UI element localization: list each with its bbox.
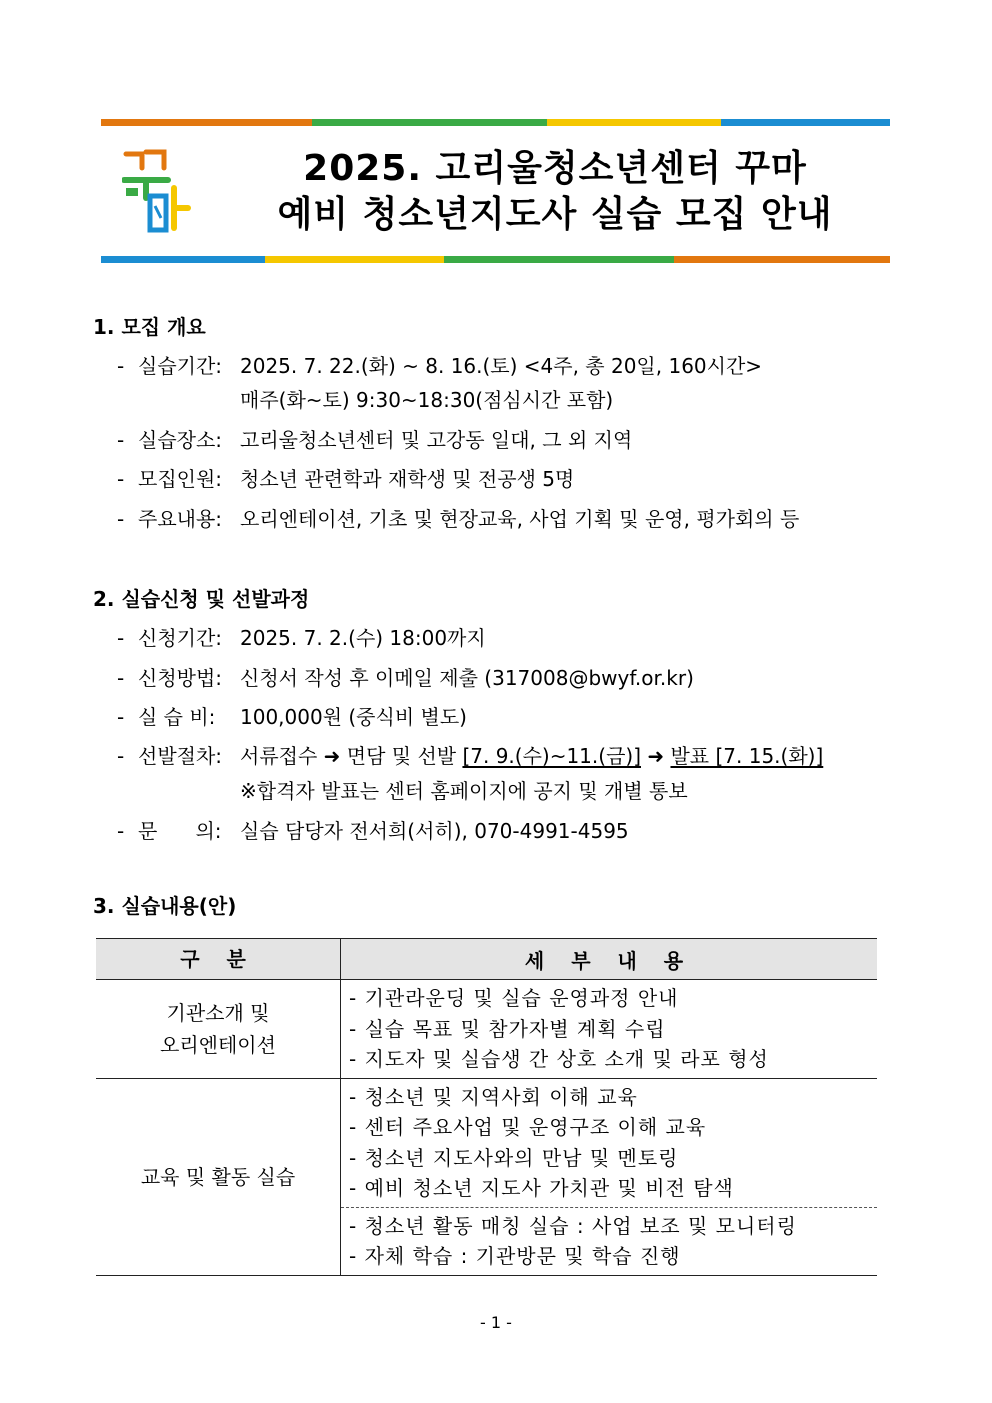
section-2-heading: 2. 실습신청 및 선발과정 [93, 587, 310, 611]
page-title-line-1: 2025. 고리울청소년센터 꾸마 [303, 148, 807, 189]
detail-item: - 실습 목표 및 참가자별 계획 수립 [349, 1016, 666, 1041]
item-label: 실 습 비: [138, 705, 216, 729]
table-cell-category [96, 980, 341, 1079]
bullet-dash: - [117, 626, 125, 650]
page-number: - 1 - [480, 1313, 512, 1332]
dotted-divider-group [341, 1207, 877, 1275]
item-value: 100,000원 (중식비 별도) [240, 705, 467, 729]
table-cell-category: 교육 및 활동 실습 [96, 1078, 341, 1275]
bottom-color-bar [101, 256, 890, 263]
bullet-dash: - [117, 666, 125, 690]
announcement-date: 발표 [7. 15.(화)] [670, 744, 824, 768]
arrow-right-icon: ➜ [647, 744, 665, 768]
interview-dates: [7. 9.(수)~11.(금)] [462, 744, 641, 768]
bullet-dash: - [117, 354, 125, 378]
item-label: 신청기간: [138, 626, 223, 650]
detail-item: - 기관라운딩 및 실습 운영과정 안내 [349, 986, 679, 1010]
detail-item: - 청소년 지도사와의 만남 및 멘토링 [349, 1145, 679, 1170]
bar-segment-orange [674, 256, 890, 263]
practice-content-table [96, 938, 877, 1276]
item-value: 2025. 7. 2.(수) 18:00까지 [240, 626, 486, 650]
bar-segment-green [444, 256, 674, 263]
bar-segment-blue [721, 119, 890, 126]
item-label: 신청방법: [138, 666, 223, 690]
step-document-screening: 서류접수 [240, 744, 318, 768]
table-header-row [96, 939, 877, 980]
step-interview: 면담 및 선발 [346, 744, 457, 768]
table-row [96, 980, 877, 1079]
bullet-dash: - [117, 705, 125, 729]
bullet-dash: - [117, 819, 125, 843]
detail-item: - 지도자 및 실습생 간 상호 소개 및 라포 형성 [349, 1047, 769, 1071]
detail-item: - 센터 주요사업 및 운영구조 이해 교육 [349, 1115, 707, 1139]
bar-segment-orange [101, 119, 312, 126]
detail-item: - 청소년 및 지역사회 이해 교육 [349, 1084, 638, 1109]
section-1-heading: 1. 모집 개요 [93, 315, 206, 339]
selection-process-value [240, 746, 823, 766]
item-label: 실습기간: [138, 354, 223, 378]
bar-segment-yellow [547, 119, 721, 126]
table-row [96, 1078, 877, 1275]
item-value: 오리엔테이션, 기초 및 현장교육, 사업 기획 및 운영, 평가회의 등 [240, 507, 800, 531]
item-value: 신청서 작성 후 이메일 제출 (317008@bwyf.or.kr) [240, 666, 694, 690]
item-value: 2025. 7. 22.(화) ~ 8. 16.(토) <4주, 총 20일, 160시간> [240, 354, 763, 378]
bar-segment-yellow [265, 256, 444, 263]
page-title-line-2: 예비 청소년지도사 실습 모집 안내 [277, 194, 833, 235]
bar-segment-blue [101, 256, 265, 263]
arrow-right-icon: ➜ [323, 744, 341, 768]
item-label: 문 의: [138, 819, 222, 843]
table-cell-details [341, 980, 878, 1079]
item-label: 주요내용: [138, 507, 223, 531]
item-label: 실습장소: [138, 428, 223, 452]
table-header-details: 세 부 내 용 [341, 939, 878, 980]
table-cell-details [341, 1078, 878, 1275]
bar-segment-green [312, 119, 547, 126]
section-3-heading: 3. 실습내용(안) [93, 894, 237, 918]
detail-item: - 자체 학습 : 기관방문 및 학습 진행 [349, 1244, 681, 1268]
detail-item: - 예비 청소년 지도사 가치관 및 비전 탐색 [349, 1176, 734, 1200]
item-label: 모집인원: [138, 467, 223, 491]
category-line: 오리엔테이션 [160, 1032, 276, 1057]
item-label: 선발절차: [138, 744, 223, 768]
bullet-dash: - [117, 744, 125, 768]
bullet-dash: - [117, 467, 125, 491]
bullet-dash: - [117, 428, 125, 452]
item-sub-value: ※합격자 발표는 센터 홈페이지에 공지 및 개별 통보 [240, 779, 688, 803]
kkuma-logo [122, 148, 194, 234]
bullet-dash: - [117, 507, 125, 531]
item-value: 고리울청소년센터 및 고강동 일대, 그 외 지역 [240, 428, 633, 452]
detail-item: - 청소년 활동 매칭 실습 : 사업 보조 및 모니터링 [349, 1213, 797, 1238]
item-sub-value: 매주(화~토) 9:30~18:30(점심시간 포함) [240, 388, 614, 412]
table-header-category: 구 분 [96, 939, 341, 980]
top-color-bar [101, 119, 890, 126]
category-line: 기관소개 및 [166, 1000, 270, 1025]
item-value: 청소년 관련학과 재학생 및 전공생 5명 [240, 467, 575, 491]
item-value: 실습 담당자 전서희(서히), 070-4991-4595 [240, 819, 629, 843]
